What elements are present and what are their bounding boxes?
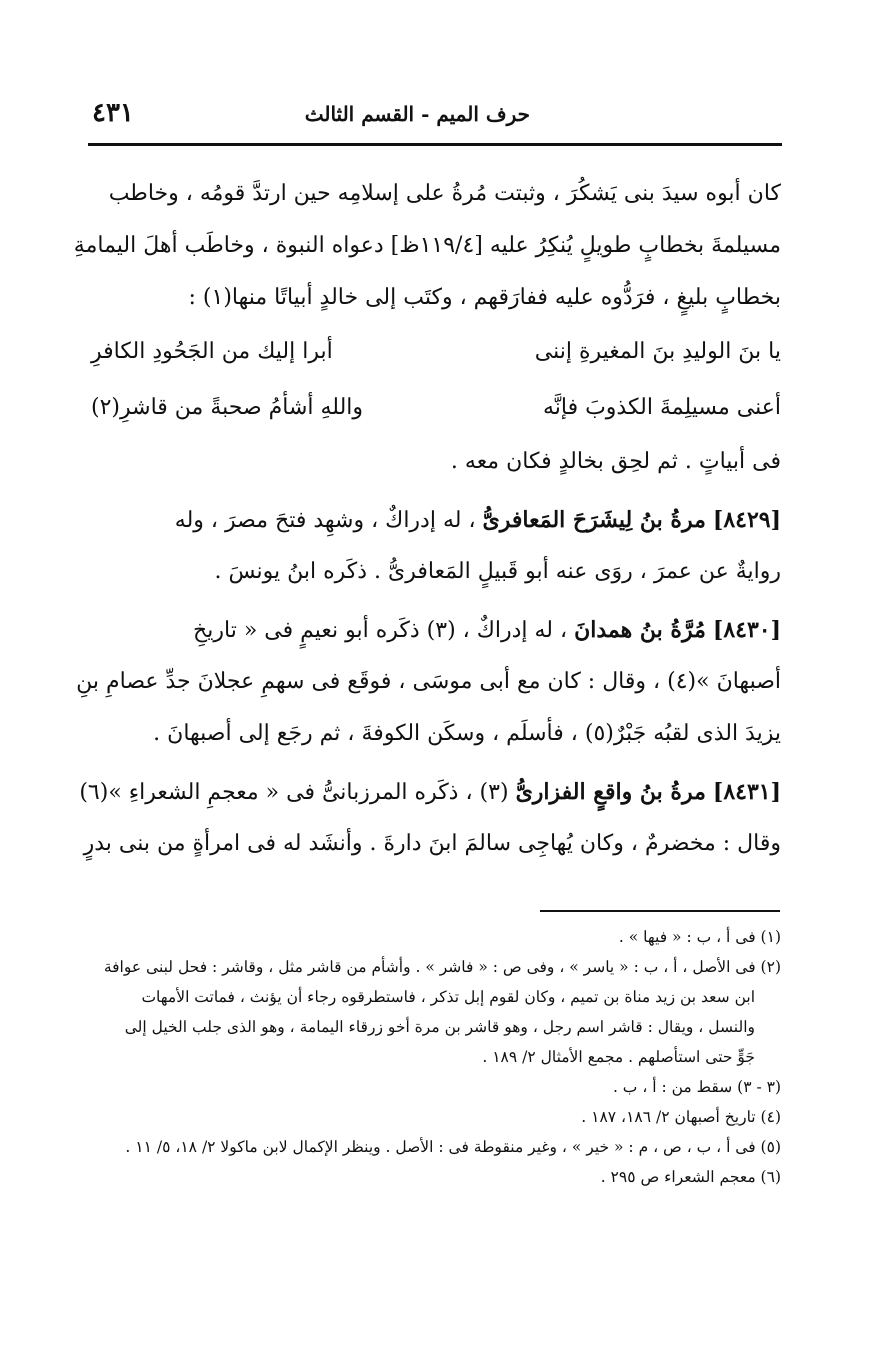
- text-line: أصبهانَ »(٤) ، وقال : كان مع أبى موسَى ، فوقَع فى سهمِ عجلانَ جدِّ عصامِ بنِ: [76, 669, 781, 694]
- running-title: حرف الميم - القسم الثالث: [304, 102, 530, 126]
- text-line: مسيلمةَ بخطابٍ طويلٍ يُنكِرُ عليه [١١٩/٤ظ] دعواه النبوة ، وخاطَب أهلَ اليمامةِ: [73, 233, 781, 258]
- text-line: كان أبوه سيدَ بنى يَشكُرَ ، وثبتت مُرةُ على إسلامِه حين ارتدَّ قومُه ، وخاطب: [108, 181, 781, 206]
- entry-number: [٨٤٣٠]: [712, 617, 781, 643]
- verse-first-hemistich: يا بنَ الوليدِ بنَ المغيرةِ إننى: [534, 339, 781, 364]
- entry-name: مُرَّةُ بنُ همدانَ: [574, 617, 706, 643]
- entry-heading-line: [91, 604, 781, 656]
- entry-name: مرةُ بنُ لِيشَرَحَ المَعافرىُّ: [482, 507, 706, 533]
- page-number: ٤٣١: [92, 98, 134, 128]
- entry-name: مرةُ بنُ واقعٍ الفزارىُّ: [515, 779, 706, 805]
- footnote-rule: [540, 910, 780, 912]
- verse-second-hemistich: أبرا إليك من الجَحُودِ الكافرِ: [91, 339, 333, 364]
- text-line: فى أبياتٍ . ثم لحِق بخالدٍ فكان معه .: [450, 449, 781, 474]
- entry-number: [٨٤٢٩]: [712, 507, 781, 533]
- footnote: (١) فى أ ، ب : « فيها » .: [618, 928, 781, 946]
- footnote: (٤) تاريخ أصبهان ٢/ ١٨٦، ١٨٧ .: [581, 1108, 781, 1126]
- text-line: وقال : مخضرمٌ ، وكان يُهاجِى سالمَ ابنَ دارةَ . وأنشَد له فى امرأةٍ من بنى بدرٍ: [83, 831, 781, 856]
- poem-verse: [91, 380, 781, 436]
- page-header: [90, 98, 780, 138]
- entry-number: [٨٤٣١]: [712, 779, 781, 805]
- verse-first-hemistich: أعنى مسيلِمةَ الكذوبَ فإنَّه: [542, 395, 781, 420]
- footnote-continuation: جَوٍّ حتى استأصلهم . مجمع الأمثال ٢/ ١٨٩ .: [482, 1048, 755, 1066]
- entry-text: (٣) ، ذكَره المرزبانىُّ فى « معجمِ الشعراءِ »(٦): [79, 780, 509, 805]
- main-text: [73, 168, 781, 870]
- text-line: روايةٌ عن عمرَ ، روَى عنه أبو قَبيلٍ المَعافرىُّ . ذكَره ابنُ يونسَ .: [214, 559, 781, 584]
- footnote: (٥) فى أ ، ب ، ص ، م : « خير » ، وغير منقوطة فى : الأصل . وينظر الإكمال لابن ماكولا ٢/ ١٨، ٥/ ١١ .: [125, 1138, 781, 1156]
- footnote: (٣ - ٣) سقط من : أ ، ب .: [612, 1078, 781, 1096]
- verse-second-hemistich: واللهِ أشأمُ صحبةً من قاشرِ(٢): [91, 395, 364, 420]
- footnotes: [91, 922, 781, 1192]
- header-rule: [88, 143, 782, 146]
- footnote: (٦) معجم الشعراء ص ٢٩٥ .: [600, 1168, 781, 1186]
- entry-text: ، له إدراكٌ ، (٣) ذكَره أبو نعيمٍ فى « تاريخِ: [193, 618, 568, 643]
- text-line: يزيدَ الذى لقبُه جَبْرٌ(٥) ، فأسلَم ، وسكَن الكوفةَ ، ثم رجَع إلى أصبهانَ .: [153, 721, 781, 746]
- footnote-continuation: والنسل ، ويقال : قاشر اسم رجل ، وهو قاشر بن مرة أخو زرقاء اليمامة ، وهو الذى جلب الخيل إلى: [124, 1018, 755, 1036]
- poem-verse: [91, 324, 781, 380]
- entry-heading-line: [79, 766, 781, 818]
- entry-heading-line: [91, 494, 781, 546]
- entry-text: ، له إدراكٌ ، وشهِد فتحَ مصرَ ، وله: [174, 508, 476, 533]
- text-line: بخطابٍ بليغٍ ، فرَدُّوه عليه ففارَقهم ، وكتَب إلى خالدٍ أبياتًا منها(١) :: [188, 285, 781, 310]
- footnote-continuation: ابن سعد بن زيد مناة بن تميم ، وكان لقوم إبل تذكر ، فاستطرقوه رجاء أن يؤنث ، فماتت الأمهات: [141, 988, 755, 1006]
- footnote: (٢) فى الأصل ، أ ، ب : « ياسر » ، وفى ص : « فاشر » . وأشأم من قاشر مثل ، وقاشر : فحل لبنى عوافة: [103, 958, 781, 976]
